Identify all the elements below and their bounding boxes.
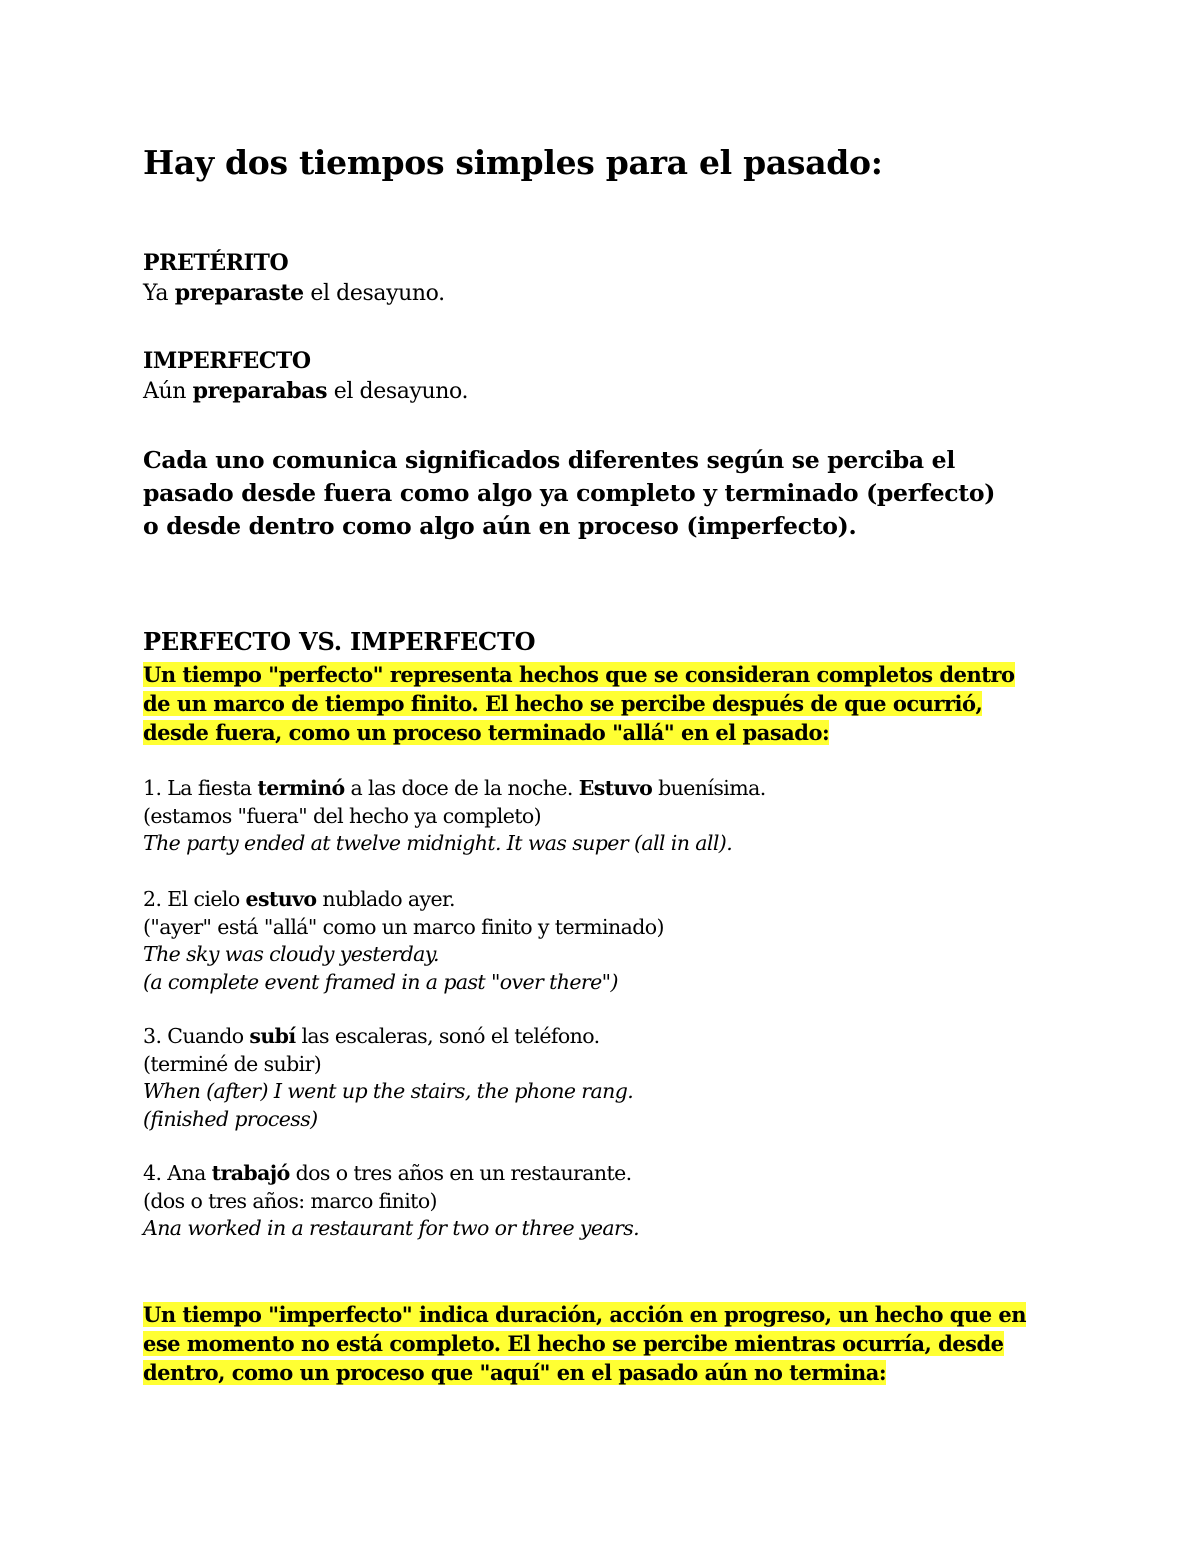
verb: subí: [249, 1024, 296, 1048]
imperfect-definition-line: ese momento no está completo. El hecho se percibe mientras ocurría, desde: [143, 1331, 1004, 1356]
imperfect-definition-line: Un tiempo "imperfecto" indica duración, acción en progreso, un hecho que en: [143, 1302, 1027, 1327]
example-4: [143, 1160, 639, 1243]
imperfect-definition: [143, 1300, 1026, 1387]
verb: estuvo: [245, 887, 317, 911]
verb: terminó: [257, 776, 345, 800]
example-4-translation: Ana worked in a restaurant for two or three years.: [143, 1216, 640, 1240]
summary-paragraph: [143, 444, 995, 543]
text-span: dos o tres años en un restaurante.: [289, 1161, 632, 1185]
text-span: 2. El cielo: [143, 887, 246, 911]
preterito-heading: PRETÉRITO: [143, 250, 289, 276]
imperfecto-verb: preparabas: [192, 378, 328, 404]
text-span: 4. Ana: [143, 1161, 212, 1185]
example-3-note: (terminé de subir): [143, 1051, 322, 1076]
imperfect-definition-line: dentro, como un proceso que "aquí" en el pasado aún no termina:: [143, 1360, 887, 1385]
example-2-sentence: [143, 886, 664, 914]
preterito-block: [143, 248, 445, 309]
example-1-note: (estamos "fuera" del hecho ya completo): [143, 803, 542, 828]
verb: trabajó: [211, 1161, 290, 1185]
text-span: las escaleras, sonó el teléfono.: [295, 1024, 600, 1048]
example-2: [143, 886, 664, 996]
summary-line: pasado desde fuera como algo ya completo y terminado (perfecto): [143, 479, 996, 507]
perfect-definition-line: desde fuera, como un proceso terminado "allá" en el pasado:: [143, 720, 830, 745]
example-3: [143, 1023, 633, 1133]
imperfecto-pre: Aún: [143, 379, 193, 404]
perfect-definition-line: de un marco de tiempo finito. El hecho se percibe después de que ocurrió,: [143, 691, 983, 716]
example-1: [143, 775, 766, 858]
example-3-translation: When (after) I went up the stairs, the phone rang.: [143, 1079, 634, 1103]
example-2-translation: The sky was cloudy yesterday.: [143, 942, 439, 966]
text-span: nublado ayer.: [316, 887, 455, 911]
preterito-example: [143, 278, 445, 309]
verb: Estuvo: [578, 776, 653, 800]
example-4-sentence: [143, 1160, 639, 1188]
preterito-post: el desayuno.: [303, 281, 445, 306]
example-3-sentence: [143, 1023, 633, 1051]
perfect-definition: [143, 660, 1015, 747]
example-1-sentence: [143, 775, 766, 803]
example-2-note: ("ayer" está "allá" como un marco finito y terminado): [143, 914, 664, 939]
preterito-pre: Ya: [143, 281, 175, 306]
text-span: buenísima.: [652, 776, 766, 800]
section-heading: PERFECTO VS. IMPERFECTO: [143, 627, 536, 656]
imperfecto-block: [143, 346, 468, 407]
example-2-translation-note: (a complete event framed in a past "over there"): [143, 969, 618, 994]
text-span: 1. La fiesta: [143, 776, 258, 800]
imperfecto-example: [143, 376, 468, 407]
text-span: a las doce de la noche.: [344, 776, 579, 800]
summary-line: Cada uno comunica significados diferentes según se perciba el: [143, 446, 955, 474]
example-4-note: (dos o tres años: marco finito): [143, 1188, 437, 1213]
summary-line: o desde dentro como algo aún en proceso (imperfecto).: [143, 512, 857, 540]
example-1-translation: The party ended at twelve midnight. It was super (all in all).: [143, 831, 733, 855]
page-title: Hay dos tiempos simples para el pasado:: [143, 143, 883, 182]
text-span: 3. Cuando: [143, 1024, 250, 1048]
perfect-definition-line: Un tiempo "perfecto" representa hechos que se consideran completos dentro: [143, 662, 1015, 687]
imperfecto-post: el desayuno.: [327, 379, 469, 404]
example-3-translation-note: (finished process): [143, 1106, 318, 1131]
preterito-verb: preparaste: [174, 280, 304, 306]
imperfecto-heading: IMPERFECTO: [143, 348, 311, 374]
